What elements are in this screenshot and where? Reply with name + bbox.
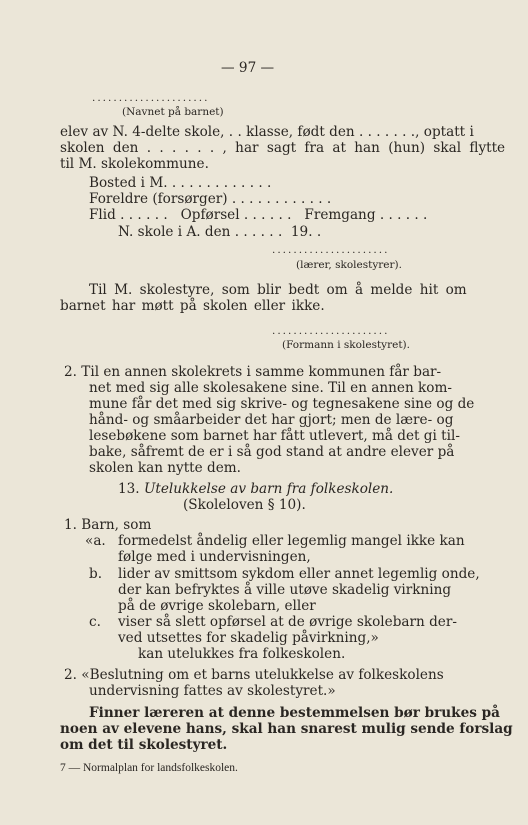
sub-b-line: der kan befryktes å ville utøve skadelig virkning	[118, 582, 452, 598]
section-heading	[118, 481, 393, 497]
bold-line: om det til skolestyret.	[60, 737, 228, 753]
bosted-line: Bosted i M. . . . . . . . . . . . .	[89, 175, 272, 191]
kan-line: kan utelukkes fra folkeskolen.	[138, 646, 346, 662]
foreldre-line: Foreldre (forsørger) . . . . . . . . . . . .	[89, 191, 332, 207]
sub-b-label: b.	[89, 566, 103, 582]
sub-a-label: «a.	[85, 533, 106, 549]
item-2-line-1: 2. «Beslutning om et barns utelukkelse av folkeskolens	[64, 667, 444, 683]
sub-a-line: formedelst åndelig eller legemlig mangel ikke kan	[118, 533, 465, 549]
name-caption: (Navnet på barnet)	[122, 106, 224, 118]
sub-c-label: c.	[89, 614, 101, 630]
form-line-2: skolen den . . . . . . , har sagt fra at han (hun) skal flytte	[60, 140, 506, 156]
til-line-1: Til M. skolestyre, som blir bedt om å melde hit om	[89, 282, 467, 298]
sub-c-line: ved utsettes for skadelig påvirkning,»	[118, 630, 379, 646]
paragraph-line: net med sig alle skolesakene sine. Til en annen kom-	[89, 380, 452, 396]
sub-b-line: på de øvrige skolebarn, eller	[118, 598, 316, 614]
name-dots: ......................	[92, 92, 210, 104]
form-line-3: til M. skolekommune.	[60, 156, 209, 172]
paragraph-line: lesebøkene som barnet har fått utlevert, må det gi til-	[89, 428, 460, 444]
paragraph-line: mune får det med sig skrive- og tegnesakene sine og de	[89, 396, 475, 412]
teacher-caption: (lærer, skolestyrer).	[296, 259, 402, 271]
bold-line: Finner læreren at denne bestemmelsen bør brukes på	[89, 705, 500, 721]
sub-c-line: viser så slett opførsel at de øvrige skolebarn der-	[118, 614, 457, 630]
paragraph-line: hånd- og småarbeider det har gjort; men de lære- og	[89, 412, 454, 428]
form-line-1: elev av N. 4-delte skole, . . klasse, født den . . . . . . ., optatt i	[60, 124, 474, 140]
paragraph-line: bake, såfremt de er i så god stand at andre elever på	[89, 444, 455, 460]
teacher-dots: ......................	[272, 244, 390, 256]
formann-caption: (Formann i skolestyret).	[282, 339, 410, 351]
footer-note: 7 — Normalplan for landsfolkeskolen.	[60, 762, 238, 774]
sub-a-line: følge med i undervisningen,	[118, 549, 311, 565]
section-title: Utelukkelse av barn fra folkeskolen.	[143, 481, 394, 497]
page-number: — 97 —	[221, 60, 275, 76]
formann-dots: ......................	[272, 325, 390, 337]
item-1: 1. Barn, som	[64, 517, 152, 533]
section-reference: (Skoleloven § 10).	[183, 497, 306, 513]
paragraph-line: 2. Til en annen skolekrets i samme kommunen får bar-	[64, 364, 442, 380]
flid-line: Flid . . . . . . Opførsel . . . . . . Fremgang . . . . . .	[89, 207, 428, 223]
paragraph-line: skolen kan nytte dem.	[89, 460, 241, 476]
school-date-line: N. skole i A. den . . . . . . 19. .	[118, 224, 322, 240]
item-2-line-2: undervisning fattes av skolestyret.»	[89, 683, 336, 699]
sub-b-line: lider av smittsom sykdom eller annet legemlig onde,	[118, 566, 480, 582]
bold-line: noen av elevene hans, skal han snarest mulig sende forslag	[60, 721, 513, 737]
section-number: 13.	[118, 481, 140, 497]
til-line-2: barnet har møtt på skolen eller ikke.	[60, 298, 325, 314]
